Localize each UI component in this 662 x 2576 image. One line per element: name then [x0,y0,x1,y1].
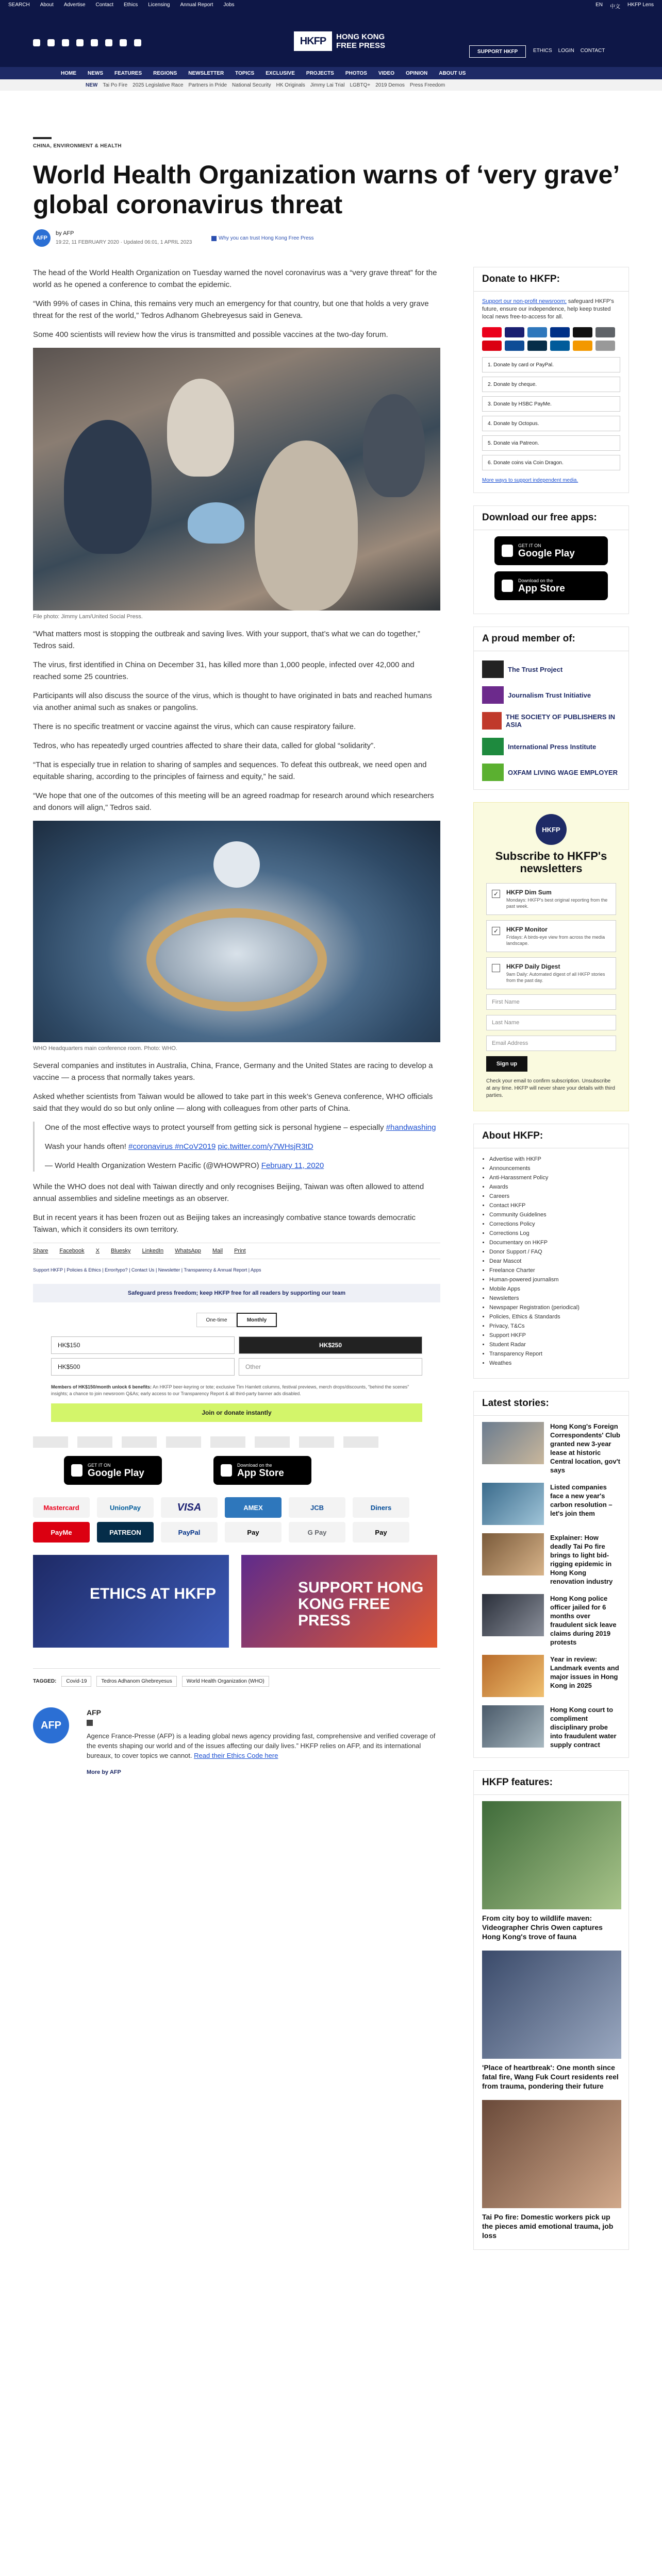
facebook-icon[interactable] [33,39,40,46]
sidebar-memberships [473,626,629,790]
mastercard-icon [482,327,502,337]
newsletter-desc: Fridays: A birds-eye view from across the media landscape. [506,935,605,946]
main-nav [0,67,662,79]
author-box-avatar[interactable]: AFP [33,1707,69,1743]
share-mail[interactable]: Mail [212,1248,223,1254]
sidebar [473,267,629,2250]
share-bluesky[interactable]: Bluesky [111,1248,131,1254]
story-title: Explainer: How deadly Tai Po fire brings to light bid-rigging epidemic in Hong Kong renovation industry [550,1534,613,1585]
story-title: Listed companies face a new year's carbon resolution – let's join them [550,1483,613,1517]
author-box-name[interactable]: AFP [87,1708,101,1717]
apple-icon [221,1464,232,1477]
membership-entry[interactable] [474,657,628,683]
article-date: 19:22, 11 FEBRUARY 2020 · Updated 06:01, 1 APRIL 2023 [56,240,192,245]
donate-option[interactable]: 4. Donate by Octopus. [482,416,620,431]
utility-bar [0,0,662,10]
share-whatsapp[interactable]: WhatsApp [175,1248,201,1254]
nav-exclusive[interactable]: EXCLUSIVE [266,71,295,76]
patreon-icon [527,341,547,351]
tweet-hashtag[interactable]: #handwashing [386,1123,436,1132]
utility-link-about[interactable]: About [40,2,54,8]
article-paragraph: The head of the World Health Organization on Tuesday warned the novel coronavirus was a “very grave threat” for the world as he opened a conference to combat the epidemic. [33,268,437,289]
article-category[interactable]: CHINA, ENVIRONMENT & HEALTH [33,143,122,149]
google-play-button[interactable] [64,1456,162,1485]
checkbox-icon[interactable]: ✓ [492,927,500,935]
oxfam-icon [482,764,504,781]
author-name[interactable]: by AFP [56,230,74,236]
promo-title: ETHICS AT HKFP [90,1585,216,1602]
about-link[interactable]: • Advertise with HKFP [489,1155,620,1164]
amount-option[interactable]: HK$500 [51,1358,235,1376]
about-link[interactable]: • Newsletters [489,1294,620,1303]
utility-link-jobs[interactable]: Jobs [223,2,235,8]
about-links [474,1155,628,1378]
article-body [33,267,440,1785]
instagram-icon[interactable] [62,39,69,46]
newsletter-fineprint: Check your email to confirm subscription. Unsubscribe at any time. HKFP will never share your details with third parties. [486,1078,615,1098]
sidebar-members-title: A proud member of: [474,627,628,651]
donate-option[interactable]: 3. Donate by HSBC PayMe. [482,396,620,412]
article-byline [33,229,445,250]
tweet-text: Wash your hands often! [45,1142,126,1151]
article-paragraph: “What matters most is stopping the outbreak and saving lives. With your support, that’s what we can do together,” Tedros said. [33,630,420,650]
google-play-small: GET IT ON [88,1462,111,1468]
unionpay-icon [550,341,570,351]
sign-up-button[interactable]: Sign up [486,1056,527,1072]
nav-video[interactable]: VIDEO [378,71,394,76]
site-header [0,10,662,67]
nav-topics[interactable]: TOPICS [235,71,255,76]
about-link[interactable]: • Corrections Log [489,1229,620,1238]
trending-item[interactable]: National Security [232,82,271,88]
feature-title: 'Place of heartbreak': One month since fatal fire, Wang Fuk Court residents reel from trauma, pondering their future [482,2063,619,2090]
app-store-button[interactable] [213,1456,311,1485]
apple-pay-logo[interactable]: Pay [225,1522,282,1543]
membership-entry[interactable] [474,683,628,709]
mail-icon[interactable] [120,39,127,46]
ipi-icon [482,738,504,755]
masked-shoppers-photo[interactable] [33,348,440,611]
author-box [33,1707,440,1785]
about-link[interactable]: • Freelance Charter [489,1266,620,1275]
embedded-tweet [33,1122,440,1172]
oxfam-badge[interactable] [210,1436,245,1448]
newsletter-option[interactable] [486,957,616,989]
amex-logo[interactable]: AMEX [225,1497,282,1518]
utility-link-search[interactable]: SEARCH [8,2,30,8]
article-paragraph: “With 99% of cases in China, this remains very much an emergency for that country, but one that holds a very grave threat for the rest of the world,” Tedros Adhanom Ghebreyesus said in Geneva. [33,299,429,320]
lang-lens[interactable]: HKFP Lens [627,2,654,8]
share-print[interactable]: Print [234,1248,246,1254]
sidebar-apps [473,505,629,614]
award-badge[interactable] [299,1436,334,1448]
tweet-text: One of the most effective ways to protect yourself from getting sick is personal hygiene – especially [45,1123,384,1132]
newsletter-desc: 9am Daily: Automated digest of all HKFP stories from the past day. [506,972,605,983]
youtube-icon[interactable] [105,39,112,46]
nav-about-us[interactable]: ABOUT US [439,71,466,76]
newsletter-option[interactable] [486,883,616,915]
donate-option[interactable]: 1. Donate by card or PayPal. [482,357,620,372]
about-link[interactable]: • Newspaper Registration (periodical) [489,1303,620,1312]
header-link-contact[interactable]: CONTACT [580,48,605,54]
article-paragraph: “That is especially true in relation to sharing of samples and sequences. To defeat this outbreak, we need open and equitable sharing, according to the principles of fairness and equity,” he said. [33,760,427,781]
benefits-title: Members of HK$150/month unlock 6 benefits: [51,1384,152,1389]
nav-newsletter[interactable]: NEWSLETTER [188,71,224,76]
apple-icon [502,580,513,592]
feature-image [482,1801,621,1909]
sidebar-latest [473,1391,629,1758]
article-paragraph: But in recent years it has been frozen out as Beijing takes an increasingly combative stance towards democratic Taiwan, which it considers its own territory. [33,1213,416,1234]
sidebar-features [473,1770,629,2250]
latest-story[interactable] [474,1655,628,1705]
utility-link-annual-report[interactable]: Annual Report [180,2,213,8]
story-title: Hong Kong's Foreign Correspondents' Club granted new 3-year lease at historic Central location, gov't says [550,1422,620,1474]
article-figure [33,348,440,620]
donate-option[interactable]: 6. Donate coins via Coin Dragon. [482,455,620,470]
about-link[interactable]: • Mobile Apps [489,1284,620,1294]
utility-link-advertise[interactable]: Advertise [63,2,86,8]
google-play-icon [502,545,513,557]
article-paragraph: Several companies and institutes in Australia, China, France, Germany and the United States are racing to develop a vaccine — a process that normally takes years. [33,1061,433,1082]
feature-story[interactable] [474,1951,628,2100]
feature-title: Tai Po fire: Domestic workers pick up the pieces amid emotional trauma, job loss [482,2213,614,2240]
jti-badge[interactable] [77,1436,112,1448]
payment-logos [33,1497,440,1543]
about-link[interactable]: • Support HKFP [489,1331,620,1340]
last-name-field[interactable]: Last Name [486,1015,616,1030]
donate-option[interactable]: 5. Donate via Patreon. [482,435,620,451]
nav-features[interactable]: FEATURES [114,71,142,76]
member-badges-row [33,1436,440,1448]
policy-links[interactable]: Support HKFP | Policies & Ethics | Error/typo? | Contact Us | Newsletter | Transparency & Annual Report | Apps [33,1267,261,1273]
support-hkfp-button[interactable]: SUPPORT HKFP [469,45,526,58]
latest-story[interactable] [474,1483,628,1533]
story-thumbnail [482,1594,544,1636]
tweet-date-link[interactable]: February 11, 2020 [261,1161,324,1170]
email-field[interactable]: Email Address [486,1036,616,1051]
sopa-icon [482,712,502,730]
story-thumbnail [482,1483,544,1525]
about-link[interactable]: • Transparency Report [489,1349,620,1359]
ethics-code-link[interactable]: Read their Ethics Code here [194,1752,278,1759]
lang-en[interactable]: EN [595,2,603,8]
nav-regions[interactable]: REGIONS [153,71,177,76]
checkbox-icon[interactable]: ✓ [492,890,500,898]
trust-icon [211,236,217,241]
award-badge[interactable] [255,1436,290,1448]
about-link[interactable]: • Awards [489,1182,620,1192]
app-store-button[interactable] [494,571,608,600]
newsletter-title: Subscribe to HKFP's newsletters [495,850,607,875]
category-rule [33,137,52,139]
nav-home[interactable]: HOME [61,71,76,76]
trust-link-label: Why you can trust Hong Kong Free Press [219,235,314,241]
latest-story[interactable] [474,1422,628,1483]
google-play-label: Google Play [88,1467,144,1479]
payme-logo[interactable]: PayMe [33,1522,90,1543]
trending-item[interactable]: 2025 Legislative Race [133,82,184,88]
diners-logo[interactable]: Diners [353,1497,409,1518]
ipi-badge[interactable] [166,1436,201,1448]
amount-other-input[interactable]: Other [239,1358,422,1376]
tag-chip[interactable]: Tedros Adhanom Ghebreyesus [96,1676,176,1687]
membership-entry[interactable] [474,709,628,735]
sopa-badge[interactable] [122,1436,157,1448]
author-bio [87,1731,437,1760]
share-bar [33,1243,440,1259]
newsletter-name: HKFP Daily Digest [506,963,560,970]
utility-link-ethics[interactable]: Ethics [123,2,138,8]
benefits-text: An HKFP beer-keyring or tote; exclusive Tim Hamlett columns, festival previews, merch drops/discounts, “behind the scenes” insights; a chance to join newsroom Q&As; early access to our Transparency Report & all third-party banner ads disabled. [51,1384,409,1396]
feature-story[interactable] [474,1801,628,1951]
trending-item[interactable]: Tai Po Fire [103,82,128,88]
author-bio-text: Agence France-Presse (AFP) is a leading global news agency providing fast, comprehensive and verified coverage of the events shaping our world and of the issues affecting our daily lives.” HKFP relies on AFP, and its international bureaux, to cover topics we cannot. [87,1732,436,1759]
membership-name: OXFAM LIVING WAGE EMPLOYER [508,768,618,776]
trending-item[interactable]: Press Freedom [409,82,445,88]
trending-label: NEW [86,82,98,88]
tweet-hashtag[interactable]: #coronavirus #nCoV2019 [128,1142,216,1151]
figure-caption: WHO Headquarters main conference room. Photo: WHO. [33,1045,177,1052]
app-store-label: App Store [518,583,565,594]
membership-name: The Trust Project [508,665,563,673]
newsletter-option[interactable] [486,920,616,952]
visa-icon [505,327,524,337]
donate-option[interactable]: 2. Donate by cheque. [482,377,620,392]
about-link[interactable]: • Policies, Ethics & Standards [489,1312,620,1321]
sidebar-payment-icons [474,327,628,357]
about-link[interactable]: • Donor Support / FAQ [489,1247,620,1257]
membership-entry[interactable] [474,735,628,760]
sidebar-donate [473,267,629,493]
rss-icon[interactable] [134,39,141,46]
newsletter-signup [473,802,629,1111]
article-figure [33,821,440,1052]
unionpay-logo[interactable]: UnionPay [97,1497,154,1518]
article-paragraph: Tedros, who has repeatedly urged countries affected to share their data, called for global “solidarity”. [33,741,376,750]
google-play-small: GET IT ON [518,543,541,548]
author-avatar[interactable]: AFP [33,229,51,247]
about-link[interactable]: • Announcements [489,1164,620,1173]
first-name-field[interactable]: First Name [486,994,616,1010]
promo-title: SUPPORT HONG KONG FREE PRESS [298,1579,424,1629]
sidebar-donate-text-body: safeguard HKFP's future, ensure our independence, help keep trusted local news free-to-access for all. [482,298,614,320]
tags-label: TAGGED: [33,1679,57,1684]
about-link[interactable]: • Corrections Policy [489,1219,620,1229]
safeguard-banner[interactable]: Safeguard press freedom; keep HKFP free for all readers by supporting our team [33,1284,440,1302]
share-x[interactable]: X [95,1248,100,1254]
patreon-logo[interactable]: PATREON [97,1522,154,1543]
sidebar-about-title: About HKFP: [474,1124,628,1148]
story-title: Hong Kong court to compliment disciplinary probe into fraudulent water supply contract [550,1706,617,1749]
cheque-icon [595,341,615,351]
sidebar-donate-text [474,298,628,327]
donation-widget [33,1313,440,1422]
about-link[interactable]: • Weathes [489,1359,620,1368]
article-paragraph: The virus, first identified in China on December 31, has killed more than 1,000 people, infected over 42,000 and reached some 25 countries. [33,660,415,681]
about-link[interactable]: • Community Guidelines [489,1210,620,1219]
trust-project-badge[interactable] [33,1436,68,1448]
bluesky-icon[interactable] [91,39,98,46]
article-paragraph: There is no specific treatment or vaccine against the virus, which can cause respiratory failure. [33,722,356,731]
story-thumbnail [482,1655,544,1697]
google-pay-icon [595,327,615,337]
sidebar-latest-title: Latest stories: [474,1392,628,1416]
x-icon[interactable] [47,39,55,46]
app-store-label: App Store [237,1467,284,1479]
sidebar-about [473,1124,629,1379]
newsletter-name: HKFP Dim Sum [506,889,552,896]
utility-link-licensing[interactable]: Licensing [148,2,170,8]
about-link[interactable]: • Dear Mascot [489,1257,620,1266]
app-store-small: Download on the [237,1462,272,1468]
visa-logo[interactable]: VISA [161,1497,218,1518]
latest-story[interactable] [474,1533,628,1594]
latest-story[interactable] [474,1705,628,1757]
share-button[interactable]: Share [33,1248,48,1254]
newsletter-logo: HKFP [536,814,567,845]
membership-name: THE SOCIETY OF PUBLISHERS IN ASIA [505,713,615,728]
trust-link[interactable] [211,235,314,241]
story-thumbnail [482,1533,544,1575]
who-conference-room-photo[interactable] [33,821,440,1042]
join-donate-button[interactable]: Join or donate instantly [51,1403,422,1422]
about-link[interactable]: • Privacy, T&Cs [489,1321,620,1331]
amex-icon [527,327,547,337]
article-paragraph: Asked whether scientists from Taiwan would be allowed to take part in this week’s Geneva conference, WHO officials said that they would do so but only online — along with colleagues from other parts of China. [33,1092,433,1113]
tag-chip[interactable]: World Health Organization (WHO) [182,1676,269,1687]
monthly-tab[interactable]: Monthly [237,1313,277,1327]
article-tags [33,1668,440,1687]
nonprofit-link[interactable]: Support our non-profit newsroom; [482,298,567,304]
story-title: Year in review: Landmark events and major issues in Hong Kong in 2025 [550,1655,619,1689]
lang-zh[interactable]: 中文 [610,4,621,10]
jti-icon [482,686,504,704]
trending-bar [0,79,662,91]
payme-icon [482,341,502,351]
amount-option[interactable]: HK$150 [51,1336,235,1354]
utility-link-contact[interactable]: Contact [95,2,113,8]
award-badge[interactable] [343,1436,378,1448]
membership-name: Journalism Trust Initiative [508,691,591,699]
trending-item[interactable]: Jimmy Lai Trial [310,82,345,88]
google-pay-logo[interactable]: G Pay [289,1522,345,1543]
apple-pay-icon [573,327,592,337]
share-linkedin[interactable]: LinkedIn [142,1248,164,1254]
more-ways-link[interactable]: More ways to support independent media. [482,478,578,483]
google-play-button[interactable] [494,536,608,565]
story-thumbnail [482,1705,544,1748]
feature-image [482,1951,621,2059]
amount-option-selected[interactable]: HK$250 [239,1336,422,1354]
google-play-icon [71,1464,82,1477]
membership-benefits [51,1384,422,1397]
figure-caption: File photo: Jimmy Lam/United Social Press. [33,614,143,620]
logo-mark: HKFP [294,31,332,51]
nav-news[interactable]: NEWS [88,71,103,76]
feature-story[interactable] [474,2100,628,2249]
trending-item[interactable]: 2019 Demos [375,82,405,88]
sidebar-donate-title: Donate to HKFP: [474,267,628,292]
ethics-promo[interactable] [33,1555,229,1648]
app-download-row [64,1456,440,1485]
about-link[interactable]: • Student Radar [489,1340,620,1349]
trending-item[interactable]: LGBTQ+ [350,82,371,88]
article-headline: World Health Organization warns of ‘very grave’ global coronavirus threat [33,160,619,219]
newsletter-name: HKFP Monitor [506,926,548,933]
social-icons [33,39,141,46]
latest-story[interactable] [474,1594,628,1655]
nav-photos[interactable]: PHOTOS [345,71,367,76]
trust-project-icon [482,660,504,678]
trending-item[interactable]: Partners in Pride [188,82,227,88]
site-logo[interactable] [294,23,387,60]
trending-item[interactable]: HK Originals [276,82,305,88]
more-by-author-link[interactable]: More by AFP [87,1769,121,1775]
jcb-logo[interactable]: JCB [289,1497,345,1518]
about-link[interactable]: • Contact HKFP [489,1201,620,1210]
promo-banners [33,1555,440,1648]
tweet-signature: — World Health Organization Western Pacific (@WHOWPRO) [45,1161,259,1170]
threads-icon[interactable] [76,39,84,46]
story-title: Hong Kong police officer jailed for 6 months over fraudulent sick leave claims during 2019 protests [550,1595,617,1646]
jcb-icon [505,341,524,351]
feature-image [482,2100,621,2208]
about-link[interactable]: • Human-powered journalism [489,1275,620,1284]
tag-chip[interactable]: Covid-19 [61,1676,91,1687]
feature-title: From city boy to wildlife maven: Videographer Chris Owen captures Hong Kong's trove of fauna [482,1914,603,1941]
header-link-ethics[interactable]: ETHICS [533,48,552,54]
nav-projects[interactable]: PROJECTS [306,71,334,76]
paypal-logo[interactable]: PayPal [161,1522,218,1543]
nav-opinion[interactable]: OPINION [405,71,428,76]
octopus-icon [573,341,592,351]
article-paragraph: While the WHO does not deal with Taiwan directly and only recognises Beijing, Taiwan was often allowed to attend annual assemblies and sideline meetings as an observer. [33,1182,424,1203]
google-play-label: Google Play [518,548,575,559]
logo-text-line-1: HONG KONG [336,32,385,41]
tweet-pic-link[interactable]: pic.twitter.com/y7WHsjR3tD [218,1142,313,1151]
about-link[interactable]: • Anti-Harassment Policy [489,1173,620,1182]
article-paragraph: Some 400 scientists will review how the virus is transmitted and possible vaccines at the two-day forum. [33,330,388,339]
x-icon[interactable] [87,1720,93,1726]
story-thumbnail [482,1422,544,1464]
article-paragraph: “We hope that one of the outcomes of this meeting will be an agreed roadmap for research around which researchers and donors will align,” Tedros said. [33,791,434,812]
membership-entry[interactable] [474,760,628,786]
membership-name: International Press Institute [508,742,597,751]
support-promo[interactable] [241,1555,437,1648]
paypal-icon [550,327,570,337]
checkbox-icon[interactable] [492,964,500,972]
about-link[interactable]: • Documentary on HKFP [489,1238,620,1247]
sidebar-features-title: HKFP features: [474,1771,628,1795]
mastercard-logo[interactable]: Mastercard [33,1497,90,1518]
logo-text-line-2: FREE PRESS [336,41,386,50]
newsletter-desc: Mondays: HKFP's best original reporting from the past week. [506,897,608,909]
share-facebook[interactable]: Facebook [59,1248,85,1254]
apple-pay-logo[interactable]: Pay [353,1522,409,1543]
header-link-login[interactable]: LOGIN [558,48,574,54]
app-store-small: Download on the [518,578,553,583]
one-time-tab[interactable]: One-time [196,1313,237,1327]
about-link[interactable]: • Careers [489,1192,620,1201]
sidebar-apps-title: Download our free apps: [474,506,628,530]
article-paragraph: Participants will also discuss the source of the virus, which is thought to have originated in bats and reached humans via another animal such as snakes or pangolins. [33,691,432,712]
